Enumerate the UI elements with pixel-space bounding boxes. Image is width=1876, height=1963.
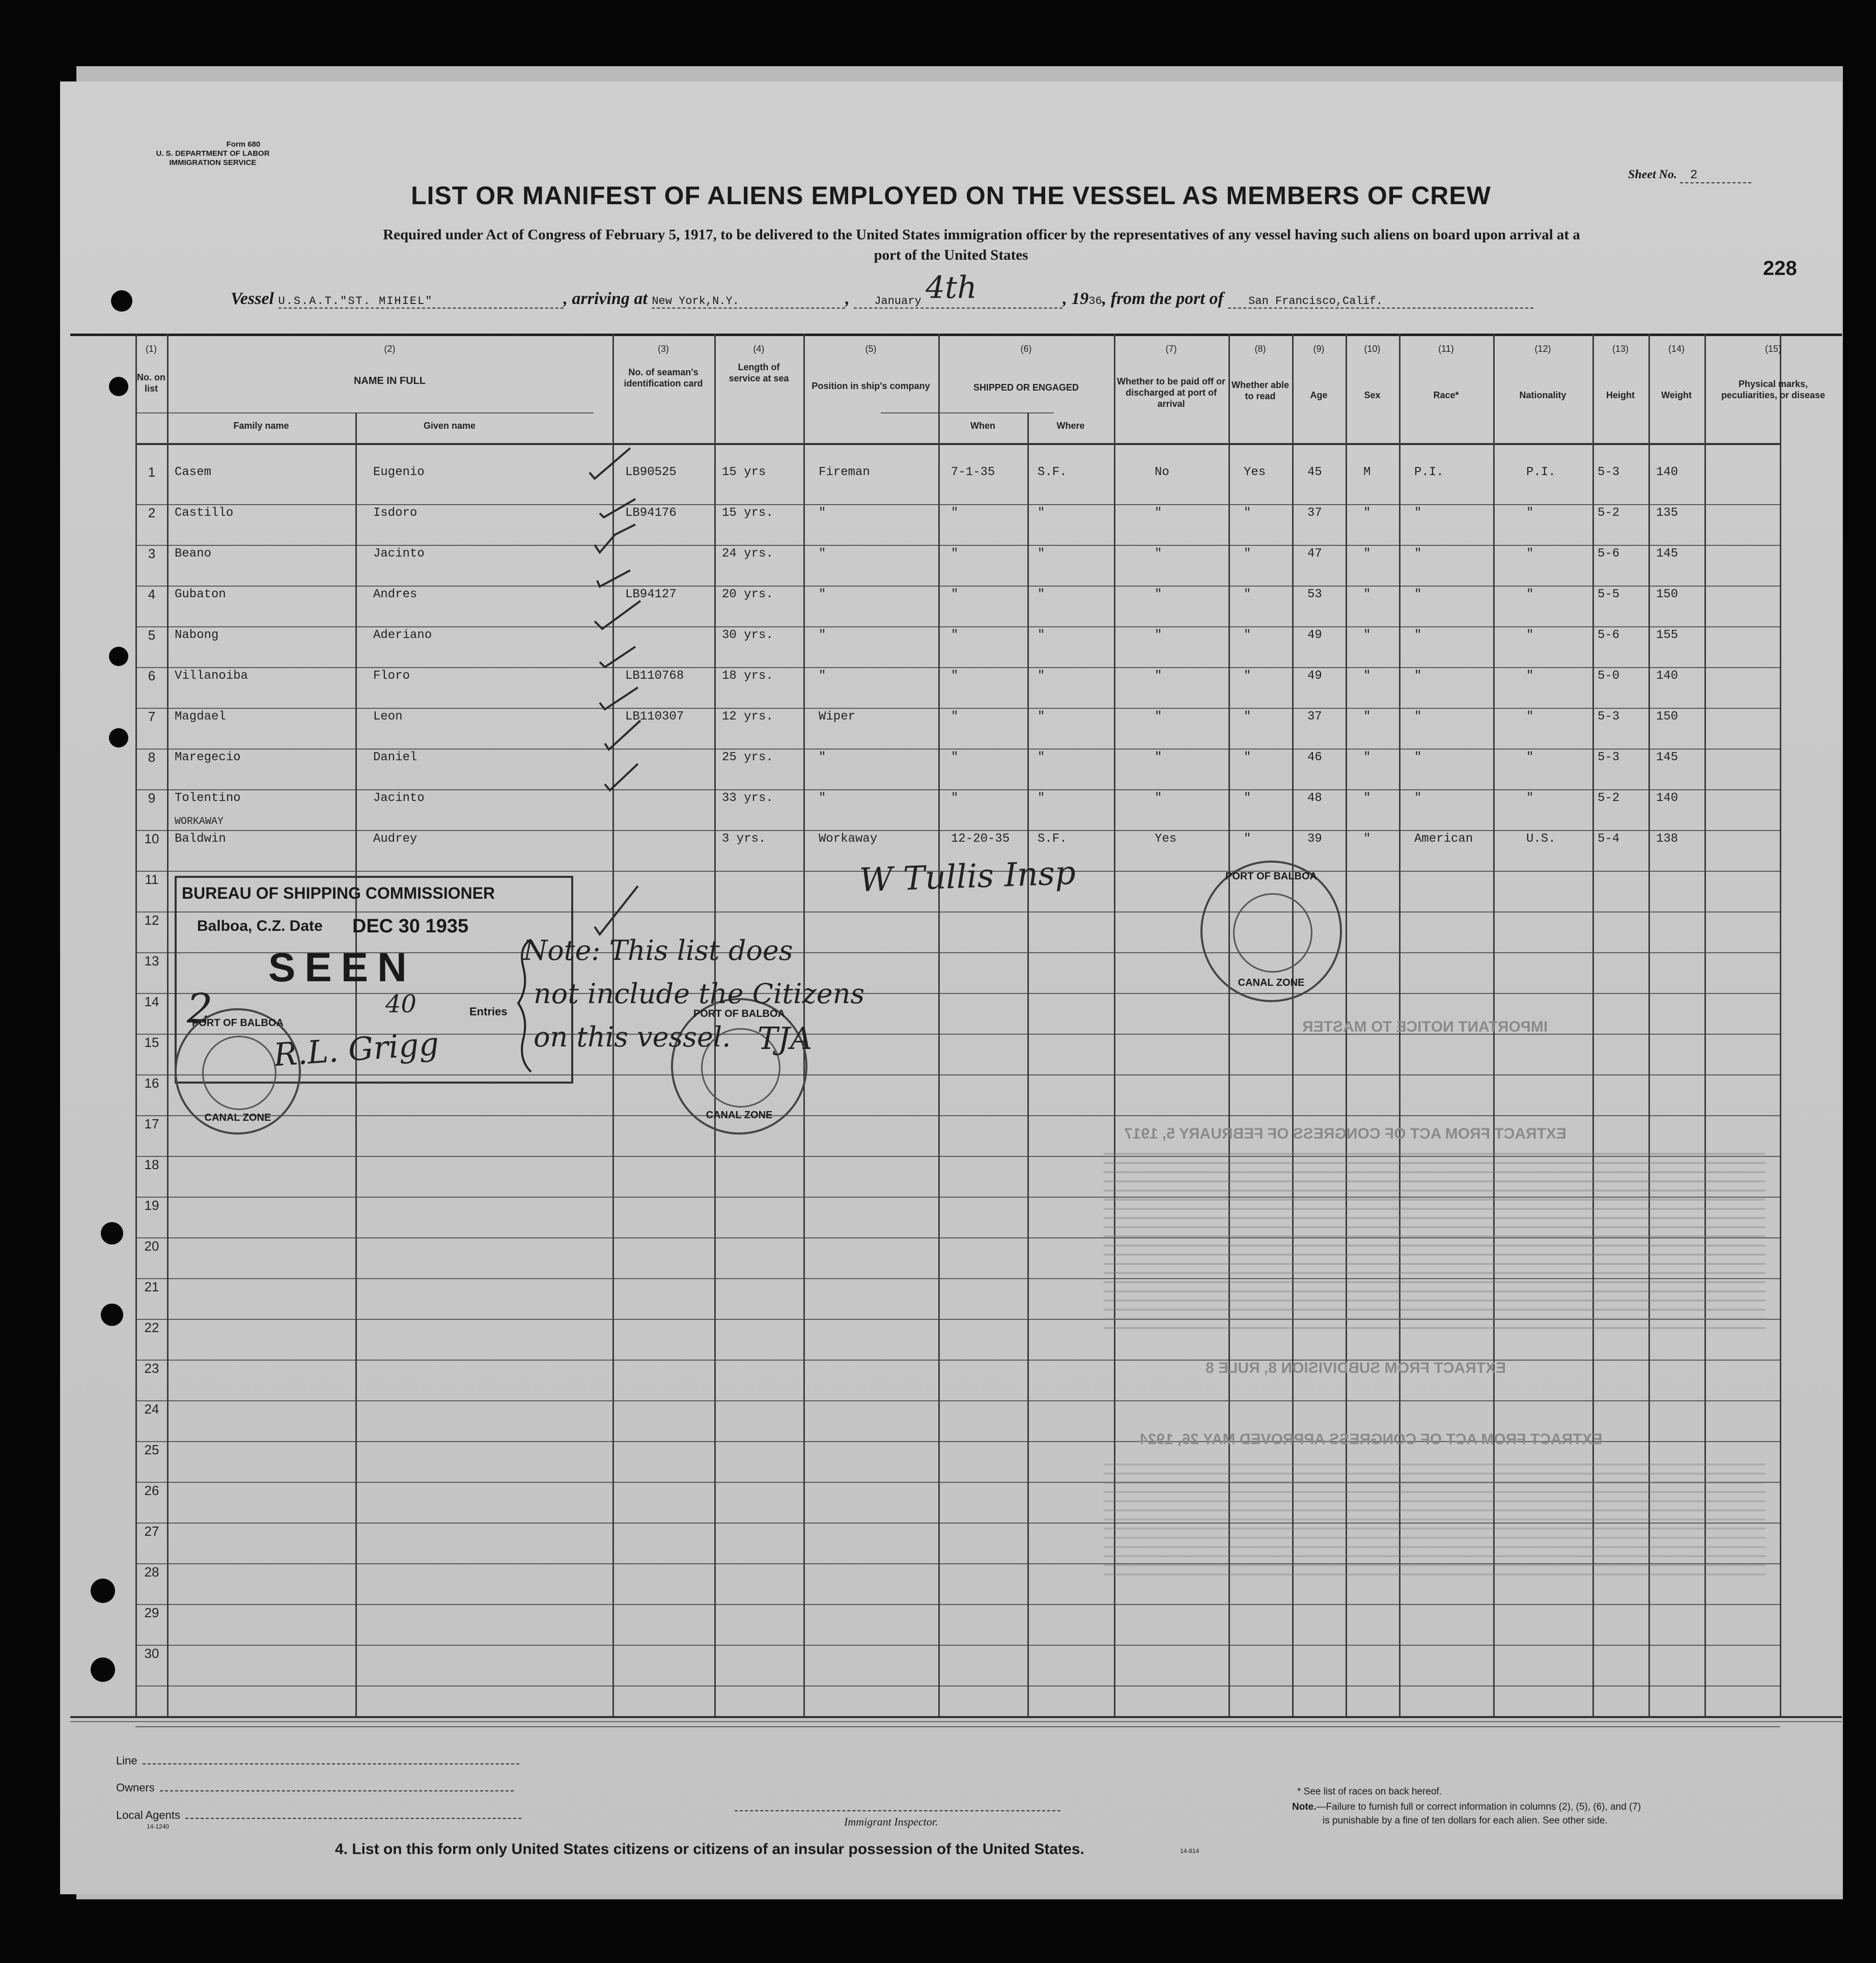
cell-height: 5-5 bbox=[1598, 588, 1620, 601]
showthrough-heading-4: EXTRACT FROM ACT OF CONGRESS APPROVED MAY 26, 1924 bbox=[1139, 1431, 1603, 1448]
column-rule bbox=[135, 334, 137, 1716]
handwritten-note-line-3: on this vessel. bbox=[534, 1021, 731, 1053]
row-number: 29 bbox=[144, 1605, 159, 1620]
cell-when: 7-1-35 bbox=[951, 465, 995, 479]
cell-race: " bbox=[1414, 628, 1422, 642]
row-rule bbox=[135, 545, 1780, 546]
row-number: 4 bbox=[148, 587, 156, 602]
col-7-header: Whether to be paid off or discharged at port of arrival bbox=[1117, 376, 1225, 409]
column-rule bbox=[1027, 412, 1029, 1716]
cell-sex: M bbox=[1363, 465, 1371, 479]
cell-age: 48 bbox=[1307, 791, 1322, 805]
form-title: LIST OR MANIFEST OF ALIENS EMPLOYED ON THE VESSEL AS MEMBERS OF CREW bbox=[411, 181, 1491, 210]
cell-card: LB110307 bbox=[625, 710, 684, 724]
cell-read: " bbox=[1244, 588, 1251, 601]
footer-line-label: Line bbox=[116, 1754, 519, 1767]
cell-height: 5-3 bbox=[1598, 751, 1620, 764]
col-3-header: No. of seaman's identification card bbox=[624, 367, 703, 389]
cell-position: Wiper bbox=[819, 710, 856, 724]
col-9-header: Age bbox=[1310, 390, 1328, 400]
row-number: 10 bbox=[144, 831, 159, 846]
footer-agents-code: 14-1240 bbox=[147, 1823, 170, 1830]
cell-when: " bbox=[951, 506, 959, 520]
page-number: 228 bbox=[1763, 257, 1797, 280]
cell-age: 46 bbox=[1307, 751, 1322, 764]
row-number: 26 bbox=[144, 1483, 159, 1498]
cell-read: " bbox=[1244, 710, 1251, 724]
cell-where: " bbox=[1038, 628, 1045, 642]
cell-race: " bbox=[1414, 791, 1422, 805]
showthrough-text-block-2 bbox=[1104, 1456, 1766, 1579]
cell-service: 12 yrs. bbox=[722, 710, 773, 724]
row-number: 19 bbox=[144, 1198, 159, 1213]
canal-zone-seal-middle: PORT OF BALBOA CANAL ZONE bbox=[671, 998, 807, 1135]
cell-nat: " bbox=[1526, 669, 1534, 683]
cell-when: " bbox=[951, 791, 959, 805]
cell-paid: " bbox=[1155, 628, 1162, 642]
col-6-number: (6) bbox=[1020, 344, 1032, 354]
row-rule bbox=[135, 1645, 1780, 1646]
row-rule bbox=[135, 626, 1780, 627]
cell-height: 5-6 bbox=[1598, 628, 1620, 642]
cell-where: S.F. bbox=[1038, 832, 1067, 846]
cell-paid: " bbox=[1155, 751, 1162, 764]
cell-paid: " bbox=[1155, 710, 1162, 724]
footer-inspector-label: Immigrant Inspector. bbox=[844, 1815, 938, 1828]
punch-hole bbox=[109, 647, 128, 666]
col-15-number: (15) bbox=[1765, 344, 1781, 354]
cell-race: " bbox=[1414, 710, 1422, 724]
cell-position: Workaway bbox=[819, 832, 878, 846]
cell-given: Audrey bbox=[373, 832, 417, 846]
cell-where: " bbox=[1038, 547, 1045, 561]
cell-when: " bbox=[951, 588, 959, 601]
cell-where: S.F. bbox=[1038, 465, 1067, 479]
cell-when: " bbox=[951, 547, 959, 561]
cell-age: 53 bbox=[1307, 588, 1322, 601]
col-given-name-header: Given name bbox=[423, 421, 476, 431]
cell-position: " bbox=[819, 751, 826, 764]
cell-given: Eugenio bbox=[373, 465, 425, 479]
row-number: 21 bbox=[144, 1279, 159, 1294]
form-subtitle-2: port of the United States bbox=[874, 247, 1028, 263]
vessel-name: U.S.A.T."ST. MIHIEL" bbox=[278, 295, 564, 309]
row-number: 18 bbox=[144, 1157, 159, 1172]
showthrough-heading-2: EXTRACT FROM ACT OF CONGRESS OF FEBRUARY 5, 1917 bbox=[1124, 1125, 1566, 1142]
cell-sex: " bbox=[1363, 506, 1371, 520]
cell-family: Casem bbox=[175, 465, 212, 479]
bureau-stamp-date: DEC 30 1935 bbox=[352, 916, 469, 937]
row-rule bbox=[135, 667, 1780, 668]
cell-age: 37 bbox=[1307, 710, 1322, 724]
row-rule bbox=[135, 830, 1780, 831]
row-number: 15 bbox=[144, 1035, 159, 1050]
service-name: IMMIGRATION SERVICE bbox=[169, 158, 257, 167]
footer-citizen-instruction: 4. List on this form only United States citizens or citizens of an insular possession of the United States. bbox=[335, 1841, 1084, 1858]
cell-age: 39 bbox=[1307, 832, 1322, 846]
col-11-header: Race* bbox=[1433, 390, 1459, 400]
row-rule bbox=[135, 1604, 1780, 1605]
column-rule bbox=[167, 334, 169, 1716]
canal-zone-seal-right: PORT OF BALBOA CANAL ZONE bbox=[1200, 861, 1342, 1002]
inspector-signature: W Tullis Insp bbox=[858, 854, 1077, 900]
row-number: 11 bbox=[145, 872, 159, 887]
col-9-number: (9) bbox=[1313, 344, 1325, 354]
arrival-port: New York,N.Y. bbox=[652, 295, 845, 309]
col-1-number: (1) bbox=[146, 344, 157, 354]
punch-hole bbox=[91, 1657, 115, 1682]
cell-height: 5-0 bbox=[1598, 669, 1620, 683]
sheet-number: 2 bbox=[1680, 169, 1751, 183]
cell-read: " bbox=[1244, 791, 1251, 805]
punch-hole bbox=[109, 377, 128, 396]
bureau-stamp-seen: SEEN bbox=[268, 945, 416, 990]
cell-read: " bbox=[1244, 669, 1251, 683]
cell-weight: 150 bbox=[1656, 710, 1678, 724]
col-2-number: (2) bbox=[384, 344, 396, 354]
departure-port: San Francisco,Calif. bbox=[1228, 295, 1533, 309]
row-number: 1 bbox=[148, 464, 156, 480]
cell-sex: " bbox=[1363, 751, 1371, 764]
row-number: 24 bbox=[144, 1401, 159, 1417]
row-rule bbox=[135, 1685, 1780, 1686]
punch-hole bbox=[111, 290, 132, 312]
cell-where: " bbox=[1038, 588, 1045, 601]
col-4-number: (4) bbox=[753, 344, 765, 354]
bureau-stamp-count: 40 bbox=[385, 990, 417, 1018]
cell-nat: " bbox=[1526, 751, 1534, 764]
col-12-number: (12) bbox=[1534, 344, 1551, 354]
col-when-header: When bbox=[970, 421, 995, 431]
cell-nat: " bbox=[1526, 506, 1534, 520]
cell-family: Nabong bbox=[175, 628, 219, 642]
cell-given: Daniel bbox=[373, 751, 417, 764]
cell-height: 5-3 bbox=[1598, 465, 1620, 479]
cell-weight: 138 bbox=[1656, 832, 1678, 846]
footer-agents-label: Local Agents bbox=[116, 1809, 521, 1822]
cell-family-note: WORKAWAY bbox=[175, 816, 224, 827]
row-number: 22 bbox=[144, 1320, 159, 1335]
cell-paid: No bbox=[1155, 465, 1169, 479]
col-3-number: (3) bbox=[658, 344, 669, 354]
cell-race: " bbox=[1414, 669, 1422, 683]
punch-hole bbox=[101, 1304, 123, 1326]
col-13-number: (13) bbox=[1612, 344, 1629, 354]
cell-race: P.I. bbox=[1414, 465, 1444, 479]
col-10-number: (10) bbox=[1364, 344, 1381, 354]
row-rule bbox=[135, 1400, 1780, 1401]
col-2-header: NAME IN FULL bbox=[353, 375, 426, 386]
cell-age: 47 bbox=[1307, 547, 1322, 561]
cell-height: 5-2 bbox=[1598, 506, 1620, 520]
cell-given: Jacinto bbox=[373, 547, 425, 561]
cell-read: " bbox=[1244, 628, 1251, 642]
cell-weight: 135 bbox=[1656, 506, 1678, 520]
cell-sex: " bbox=[1363, 832, 1371, 846]
canal-zone-seal-left: PORT OF BALBOA CANAL ZONE bbox=[175, 1008, 301, 1135]
showthrough-heading-1: IMPORTANT NOTICE TO MASTER bbox=[1302, 1018, 1548, 1035]
cell-position: " bbox=[819, 506, 826, 520]
cell-sex: " bbox=[1363, 547, 1371, 561]
cell-position: Fireman bbox=[819, 465, 870, 479]
cell-weight: 145 bbox=[1656, 751, 1678, 764]
cell-weight: 150 bbox=[1656, 588, 1678, 601]
cell-service: 15 yrs. bbox=[722, 506, 773, 520]
cell-where: " bbox=[1038, 506, 1045, 520]
cell-where: " bbox=[1038, 751, 1045, 764]
row-rule bbox=[135, 1115, 1780, 1116]
cell-paid: " bbox=[1155, 547, 1162, 561]
col-family-name-header: Family name bbox=[233, 421, 289, 431]
cell-card: LB90525 bbox=[625, 465, 677, 479]
cell-weight: 140 bbox=[1656, 791, 1678, 805]
col-14-number: (14) bbox=[1668, 344, 1685, 354]
footer-race-note: * See list of races on back hereof. bbox=[1297, 1786, 1442, 1797]
sheet-label: Sheet No. 2 bbox=[1628, 168, 1751, 183]
col-7-number: (7) bbox=[1165, 344, 1177, 354]
cell-race: American bbox=[1414, 832, 1473, 846]
cell-nat: " bbox=[1526, 547, 1534, 561]
col-13-header: Height bbox=[1606, 390, 1635, 400]
row-number: 30 bbox=[144, 1646, 159, 1661]
note-bracket bbox=[516, 937, 536, 1074]
cell-nat: " bbox=[1526, 628, 1534, 642]
row-rule bbox=[135, 789, 1780, 790]
cell-family: Tolentino bbox=[175, 791, 241, 805]
cell-weight: 145 bbox=[1656, 547, 1678, 561]
col-5-header: Position in ship's company bbox=[811, 381, 930, 391]
row-number: 7 bbox=[148, 709, 156, 724]
col-1-header: No. on list bbox=[137, 372, 165, 394]
col-11-number: (11) bbox=[1438, 344, 1454, 354]
row-number: 28 bbox=[144, 1564, 159, 1580]
cell-race: " bbox=[1414, 588, 1422, 601]
cell-service: 15 yrs bbox=[722, 465, 766, 479]
cell-service: 25 yrs. bbox=[722, 751, 773, 764]
col-15-header: Physical marks, peculiarities, or disease bbox=[1721, 379, 1826, 400]
footer-penalty-note-2: is punishable by a fine of ten dollars for each alien. See other side. bbox=[1323, 1815, 1608, 1826]
row-number: 25 bbox=[144, 1442, 159, 1457]
cell-race: " bbox=[1414, 751, 1422, 764]
cell-weight: 140 bbox=[1656, 465, 1678, 479]
cell-family: Magdael bbox=[175, 710, 226, 724]
row-rule bbox=[135, 1726, 1780, 1727]
cell-age: 45 bbox=[1307, 465, 1322, 479]
col-5-number: (5) bbox=[865, 344, 877, 354]
department-name: U. S. DEPARTMENT OF LABOR bbox=[156, 149, 270, 158]
bureau-stamp-title: BUREAU OF SHIPPING COMMISSIONER bbox=[182, 884, 495, 902]
cell-nat: " bbox=[1526, 588, 1534, 601]
col-4-header: Length of service at sea bbox=[729, 362, 789, 383]
cell-when: " bbox=[951, 628, 959, 642]
cell-card: LB94127 bbox=[625, 588, 677, 601]
row-number: 27 bbox=[144, 1524, 159, 1539]
row-rule bbox=[135, 708, 1780, 709]
column-rule bbox=[1780, 334, 1781, 1716]
cell-paid: " bbox=[1155, 588, 1162, 601]
cell-service: 3 yrs. bbox=[722, 832, 766, 846]
col-8-number: (8) bbox=[1254, 344, 1266, 354]
cell-position: " bbox=[819, 547, 826, 561]
cell-read: " bbox=[1244, 751, 1251, 764]
cell-race: " bbox=[1414, 506, 1422, 520]
inspector-signature-line bbox=[735, 1810, 1060, 1811]
cell-age: 49 bbox=[1307, 669, 1322, 683]
cell-given: Isdoro bbox=[373, 506, 417, 520]
row-number: 16 bbox=[144, 1075, 159, 1091]
cell-when: 12-20-35 bbox=[951, 832, 1010, 846]
cell-age: 49 bbox=[1307, 628, 1322, 642]
footer-print-code: 14-814 bbox=[1180, 1847, 1199, 1855]
cell-where: " bbox=[1038, 669, 1045, 683]
row-number: 13 bbox=[144, 953, 159, 969]
cell-given: Andres bbox=[373, 588, 417, 601]
bureau-stamp-date-label: Balboa, C.Z. Date bbox=[197, 918, 323, 934]
cell-when: " bbox=[951, 669, 959, 683]
punch-hole bbox=[109, 728, 128, 748]
row-number: 8 bbox=[148, 750, 156, 765]
footer-owners-label: Owners bbox=[116, 1781, 514, 1794]
cell-given: Leon bbox=[373, 710, 403, 724]
row-rule bbox=[135, 749, 1780, 750]
cell-sex: " bbox=[1363, 791, 1371, 805]
cell-service: 20 yrs. bbox=[722, 588, 773, 601]
manifest-sheet bbox=[60, 81, 1842, 1894]
row-number: 3 bbox=[148, 546, 156, 561]
handwritten-numeral: 2 bbox=[187, 985, 213, 1032]
cell-age: 37 bbox=[1307, 506, 1322, 520]
col-6-header: SHIPPED OR ENGAGED bbox=[973, 382, 1079, 393]
cell-nat: " bbox=[1526, 791, 1534, 805]
cell-nat: U.S. bbox=[1526, 832, 1556, 846]
cell-sex: " bbox=[1363, 710, 1371, 724]
col-10-header: Sex bbox=[1364, 390, 1381, 400]
cell-read: " bbox=[1244, 832, 1251, 846]
handwritten-day: 4th bbox=[926, 270, 977, 306]
cell-paid: " bbox=[1155, 506, 1162, 520]
footer-penalty-note: Note.—Failure to furnish full or correct information in columns (2), (5), (6), and (7) bbox=[1292, 1802, 1641, 1812]
punch-hole bbox=[91, 1579, 115, 1603]
row-rule bbox=[135, 1360, 1780, 1361]
cell-weight: 155 bbox=[1656, 628, 1678, 642]
row-number: 6 bbox=[148, 668, 156, 683]
cell-family: Maregecio bbox=[175, 751, 241, 764]
col-where-header: Where bbox=[1056, 421, 1085, 431]
cell-weight: 140 bbox=[1656, 669, 1678, 683]
row-number: 9 bbox=[148, 790, 156, 806]
handwritten-note-line-1: Note: This list does bbox=[523, 934, 793, 966]
cell-paid: Yes bbox=[1155, 832, 1177, 846]
cell-read: Yes bbox=[1244, 465, 1266, 479]
cell-race: " bbox=[1414, 547, 1422, 561]
cell-nat: " bbox=[1526, 710, 1534, 724]
cell-service: 30 yrs. bbox=[722, 628, 773, 642]
vessel-line: Vessel U.S.A.T."ST. MIHIEL" , arriving at New York,N.Y. , January , 1936, from the port of San Francisco,Calif. bbox=[231, 289, 1533, 309]
row-number: 14 bbox=[144, 994, 159, 1009]
cell-sex: " bbox=[1363, 588, 1371, 601]
row-number: 23 bbox=[144, 1361, 159, 1376]
showthrough-text-block-1 bbox=[1104, 1146, 1766, 1334]
cell-family: Baldwin bbox=[175, 832, 226, 846]
cell-height: 5-4 bbox=[1598, 832, 1620, 846]
cell-read: " bbox=[1244, 547, 1251, 561]
cell-where: " bbox=[1038, 710, 1045, 724]
cell-given: Floro bbox=[373, 669, 410, 683]
cell-sex: " bbox=[1363, 628, 1371, 642]
row-number: 17 bbox=[144, 1116, 159, 1131]
form-number: Form 680 bbox=[226, 140, 261, 149]
commissioner-signature: R.L. Grigg bbox=[272, 1025, 440, 1074]
check-marks bbox=[584, 428, 676, 957]
cell-position: " bbox=[819, 588, 826, 601]
arrival-year: 36 bbox=[1088, 295, 1102, 308]
cell-service: 24 yrs. bbox=[722, 547, 773, 561]
cell-where: " bbox=[1038, 791, 1045, 805]
showthrough-heading-3: EXTRACT FROM SUBDIVISION 8, RULE 8 bbox=[1206, 1360, 1506, 1376]
punch-hole bbox=[101, 1222, 123, 1245]
row-number: 20 bbox=[144, 1238, 159, 1254]
row-rule bbox=[135, 504, 1780, 505]
cell-sex: " bbox=[1363, 669, 1371, 683]
cell-height: 5-6 bbox=[1598, 547, 1620, 561]
column-rule bbox=[938, 334, 940, 1716]
row-number: 5 bbox=[148, 627, 156, 643]
cell-service: 33 yrs. bbox=[722, 791, 773, 805]
col-12-header: Nationality bbox=[1519, 390, 1566, 400]
cell-family: Villanoiba bbox=[175, 669, 248, 683]
handwritten-note-line-2: not include the Citizens bbox=[534, 978, 865, 1010]
cell-nat: P.I. bbox=[1526, 465, 1556, 479]
cell-height: 5-2 bbox=[1598, 791, 1620, 805]
bureau-stamp-entries: Entries bbox=[469, 1005, 508, 1018]
cell-family: Beano bbox=[175, 547, 212, 561]
cell-read: " bbox=[1244, 506, 1251, 520]
arrival-date: January bbox=[854, 295, 1062, 309]
form-subtitle-1: Required under Act of Congress of February 5, 1917, to be delivered to the United States immigration officer by the representatives of any vessel having such aliens on board upon arrival at a bbox=[383, 227, 1580, 243]
cell-family: Gubaton bbox=[175, 588, 226, 601]
cell-given: Jacinto bbox=[373, 791, 425, 805]
row-number: 2 bbox=[148, 505, 156, 520]
cell-position: " bbox=[819, 791, 826, 805]
col-14-header: Weight bbox=[1661, 390, 1692, 400]
cell-height: 5-3 bbox=[1598, 710, 1620, 724]
cell-position: " bbox=[819, 669, 826, 683]
cell-when: " bbox=[951, 710, 959, 724]
cell-service: 18 yrs. bbox=[722, 669, 773, 683]
cell-paid: " bbox=[1155, 669, 1162, 683]
cell-family: Castillo bbox=[175, 506, 234, 520]
cell-card: LB94176 bbox=[625, 506, 677, 520]
cell-given: Aderiano bbox=[373, 628, 432, 642]
row-number: 12 bbox=[144, 913, 159, 928]
handwritten-initials: TJA bbox=[758, 1021, 813, 1057]
col-8-header: Whether able to read bbox=[1231, 380, 1290, 401]
row-rule bbox=[135, 586, 1780, 587]
cell-card: LB110768 bbox=[625, 669, 684, 683]
cell-position: " bbox=[819, 628, 826, 642]
cell-paid: " bbox=[1155, 791, 1162, 805]
cell-when: " bbox=[951, 751, 959, 764]
